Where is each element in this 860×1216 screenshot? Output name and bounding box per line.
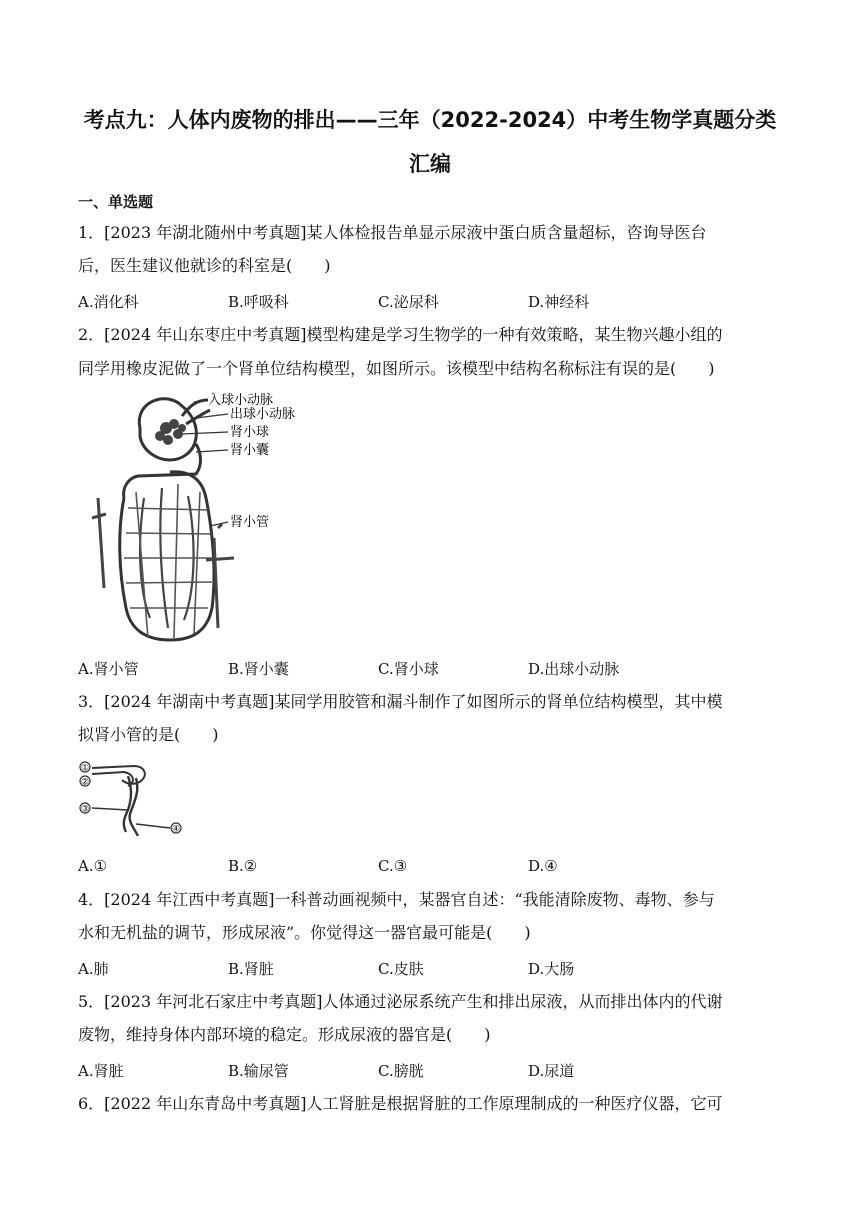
- section-heading: 一、单选题: [78, 193, 154, 211]
- question-3-options: [78, 857, 778, 879]
- question-3-text-line-1: 3．[2024 年湖南中考真题]某同学用胶管和漏斗制作了如图所示的肾单位结构模型，其中模: [78, 692, 723, 711]
- option-c: C.③: [378, 857, 408, 875]
- option-a: A.肾脏: [78, 1062, 124, 1080]
- question-5-text-line-2: 废物，维持身体内部环境的稳定。形成尿液的器官是( ): [78, 1025, 491, 1044]
- question-4-text-line-1: 4．[2024 年江西中考真题]一科普动画视频中，某器官自述：“我能清除废物、毒物、参与: [78, 890, 715, 909]
- option-b: B.呼吸科: [228, 293, 289, 311]
- option-d: D.尿道: [528, 1062, 575, 1080]
- option-b: B.肾小囊: [228, 660, 289, 678]
- nephron-model-figure: [78, 388, 310, 648]
- label-3: ③: [80, 804, 90, 815]
- question-4-options: [78, 958, 778, 980]
- question-2-text-line-2: 同学用橡皮泥做了一个肾单位结构模型，如图所示。该模型中结构名称标注有误的是( ): [78, 359, 715, 378]
- option-b: B.肾脏: [228, 960, 274, 978]
- option-c: C.泌尿科: [378, 293, 439, 311]
- option-c: C.膀胱: [378, 1062, 424, 1080]
- label-renal-capsule: 肾小囊: [230, 443, 270, 458]
- option-a: A.①: [78, 857, 108, 875]
- label-1: ①: [80, 763, 90, 774]
- option-a: A.肾小管: [78, 660, 139, 678]
- option-b: B.输尿管: [228, 1062, 289, 1080]
- label-4: ④: [171, 824, 181, 835]
- question-1-text-line-2: 后，医生建议他就诊的科室是( ): [78, 256, 331, 275]
- document-title-line-1: 考点九：人体内废物的排出——三年（2022-2024）中考生物学真题分类: [83, 108, 777, 132]
- option-d: D.神经科: [528, 293, 590, 311]
- option-a: A.肺: [78, 960, 109, 978]
- question-2-options: [78, 658, 778, 680]
- label-2: ②: [80, 777, 90, 788]
- question-1-options: [78, 291, 778, 313]
- document-title-line-2: 汇编: [409, 152, 451, 176]
- label-renal-tubule: 肾小管: [230, 515, 270, 530]
- label-efferent-arteriole: 出球小动脉: [230, 407, 296, 422]
- question-5-text-line-1: 5．[2023 年河北石家庄中考真题]人体通过泌尿系统产生和排出尿液，从而排出体内的代谢: [78, 992, 723, 1011]
- question-1-text-line-1: 1．[2023 年湖北随州中考真题]某人体检报告单显示尿液中蛋白质含量超标，咨询导医台: [78, 223, 707, 242]
- question-4-text-line-2: 水和无机盐的调节，形成尿液”。你觉得这一器官最可能是( ): [78, 923, 531, 942]
- option-d: D.大肠: [528, 960, 575, 978]
- label-glomerulus: 肾小球: [230, 425, 270, 440]
- option-d: D.④: [528, 857, 558, 875]
- tube-funnel-model-figure: [78, 758, 188, 842]
- option-c: C.皮肤: [378, 960, 424, 978]
- option-d: D.出球小动脉: [528, 660, 620, 678]
- question-3-text-line-2: 拟肾小管的是( ): [78, 725, 219, 744]
- option-b: B.②: [228, 857, 258, 875]
- question-5-options: [78, 1060, 778, 1082]
- option-c: C.肾小球: [378, 660, 439, 678]
- label-afferent-arteriole: 入球小动脉: [208, 393, 274, 408]
- option-a: A.消化科: [78, 293, 139, 311]
- question-2-text-line-1: 2．[2024 年山东枣庄中考真题]模型构建是学习生物学的一种有效策略，某生物兴趣小组的: [78, 325, 723, 344]
- question-6-text-line-1: 6．[2022 年山东青岛中考真题]人工肾脏是根据肾脏的工作原理制成的一种医疗仪器，它可: [78, 1094, 723, 1113]
